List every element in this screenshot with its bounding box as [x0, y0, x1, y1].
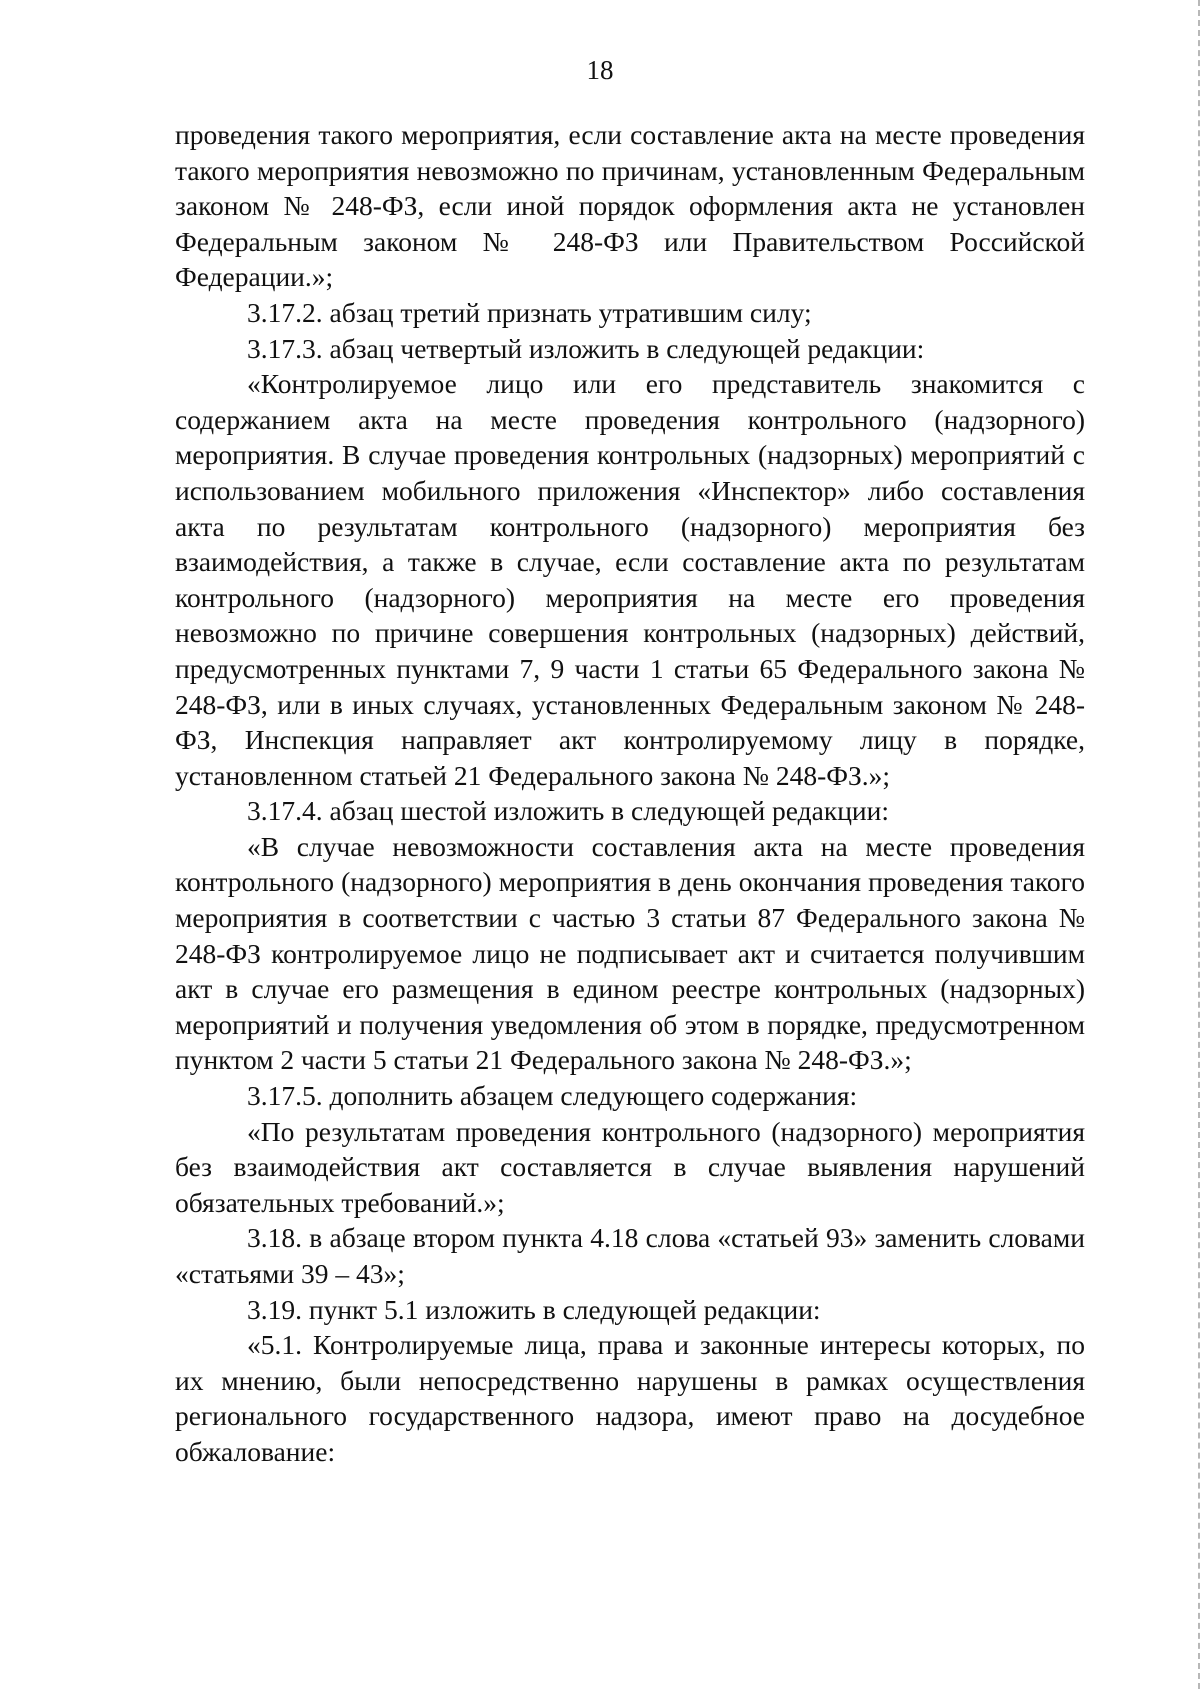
paragraph-3-17-5: 3.17.5. дополнить абзацем следующего содержания:: [247, 1080, 858, 1112]
paragraph-3-17-4: 3.17.4. абзац шестой изложить в следующей редакции:: [247, 795, 889, 827]
paragraph-3-17-2: 3.17.2. абзац третий признать утратившим силу;: [247, 296, 812, 328]
paragraph-3-17-4-quote: «В случае невозможности составления акта на месте проведения контрольного (надзорного) мероприятия в день окончания проведения такого мероприятия в соответствии с частью 3 статьи 87 Федерального закона № 248-ФЗ контролируемое лицо не подписывает акт и считается получившим акт в случае его размещения в едином реестре контрольных (надзорных) мероприятий и получения уведомления об этом в порядке, предусмотренном пунктом 2 части 5 статьи 21 Федерального закона № 248-ФЗ.»;: [175, 830, 1085, 1076]
paragraph-3-17-5-quote: «По результатам проведения контрольного (надзорного) мероприятия без взаимодействия акт составляется в случае выявления нарушений обязательных требований.»;: [175, 1115, 1085, 1218]
document-body: [175, 117, 1085, 1470]
paragraph-3-17-3: 3.17.3. абзац четвертый изложить в следующей редакции:: [247, 332, 925, 364]
paragraph-3-19: 3.19. пункт 5.1 изложить в следующей редакции:: [247, 1293, 821, 1325]
paragraph-continuation: проведения такого мероприятия, если составление акта на месте проведения такого мероприятия невозможно по причинам, установленным Федеральным законом № 248-ФЗ, если иной порядок оформления акта не установлен Федеральным законом № 248-ФЗ или Правительством Российской Федерации.»;: [175, 119, 1085, 293]
paragraph-5-1-quote: «5.1. Контролируемые лица, права и законные интересы которых, по их мнению, были непосредственно нарушены в рамках осуществления регионального государственного надзора, имеют право на досудебное обжалование:: [175, 1329, 1085, 1467]
paragraph-3-18: 3.18. в абзаце втором пункта 4.18 слова «статьей 93» заменить словами «статьями 39 – 43»;: [175, 1222, 1085, 1289]
page-number: 18: [586, 55, 614, 85]
paragraph-3-17-3-quote: «Контролируемое лицо или его представитель знакомится с содержанием акта на месте проведения контрольного (надзорного) мероприятия. В случае проведения контрольных (надзорных) мероприятий с использованием мобильного приложения «Инспектор» либо составления акта по результатам контрольного (надзорного) мероприятия без взаимодействия, а также в случае, если составление акта по результатам контрольного (надзорного) мероприятия на месте его проведения невозможно по причине совершения контрольных (надзорных) действий, предусмотренных пунктами 7, 9 части 1 статьи 65 Федерального закона № 248-ФЗ, или в иных случаях, установленных Федеральным законом № 248-ФЗ, Инспекция направляет акт контролируемому лицу в порядке, установленном статьей 21 Федерального закона № 248-ФЗ.»;: [175, 368, 1085, 791]
